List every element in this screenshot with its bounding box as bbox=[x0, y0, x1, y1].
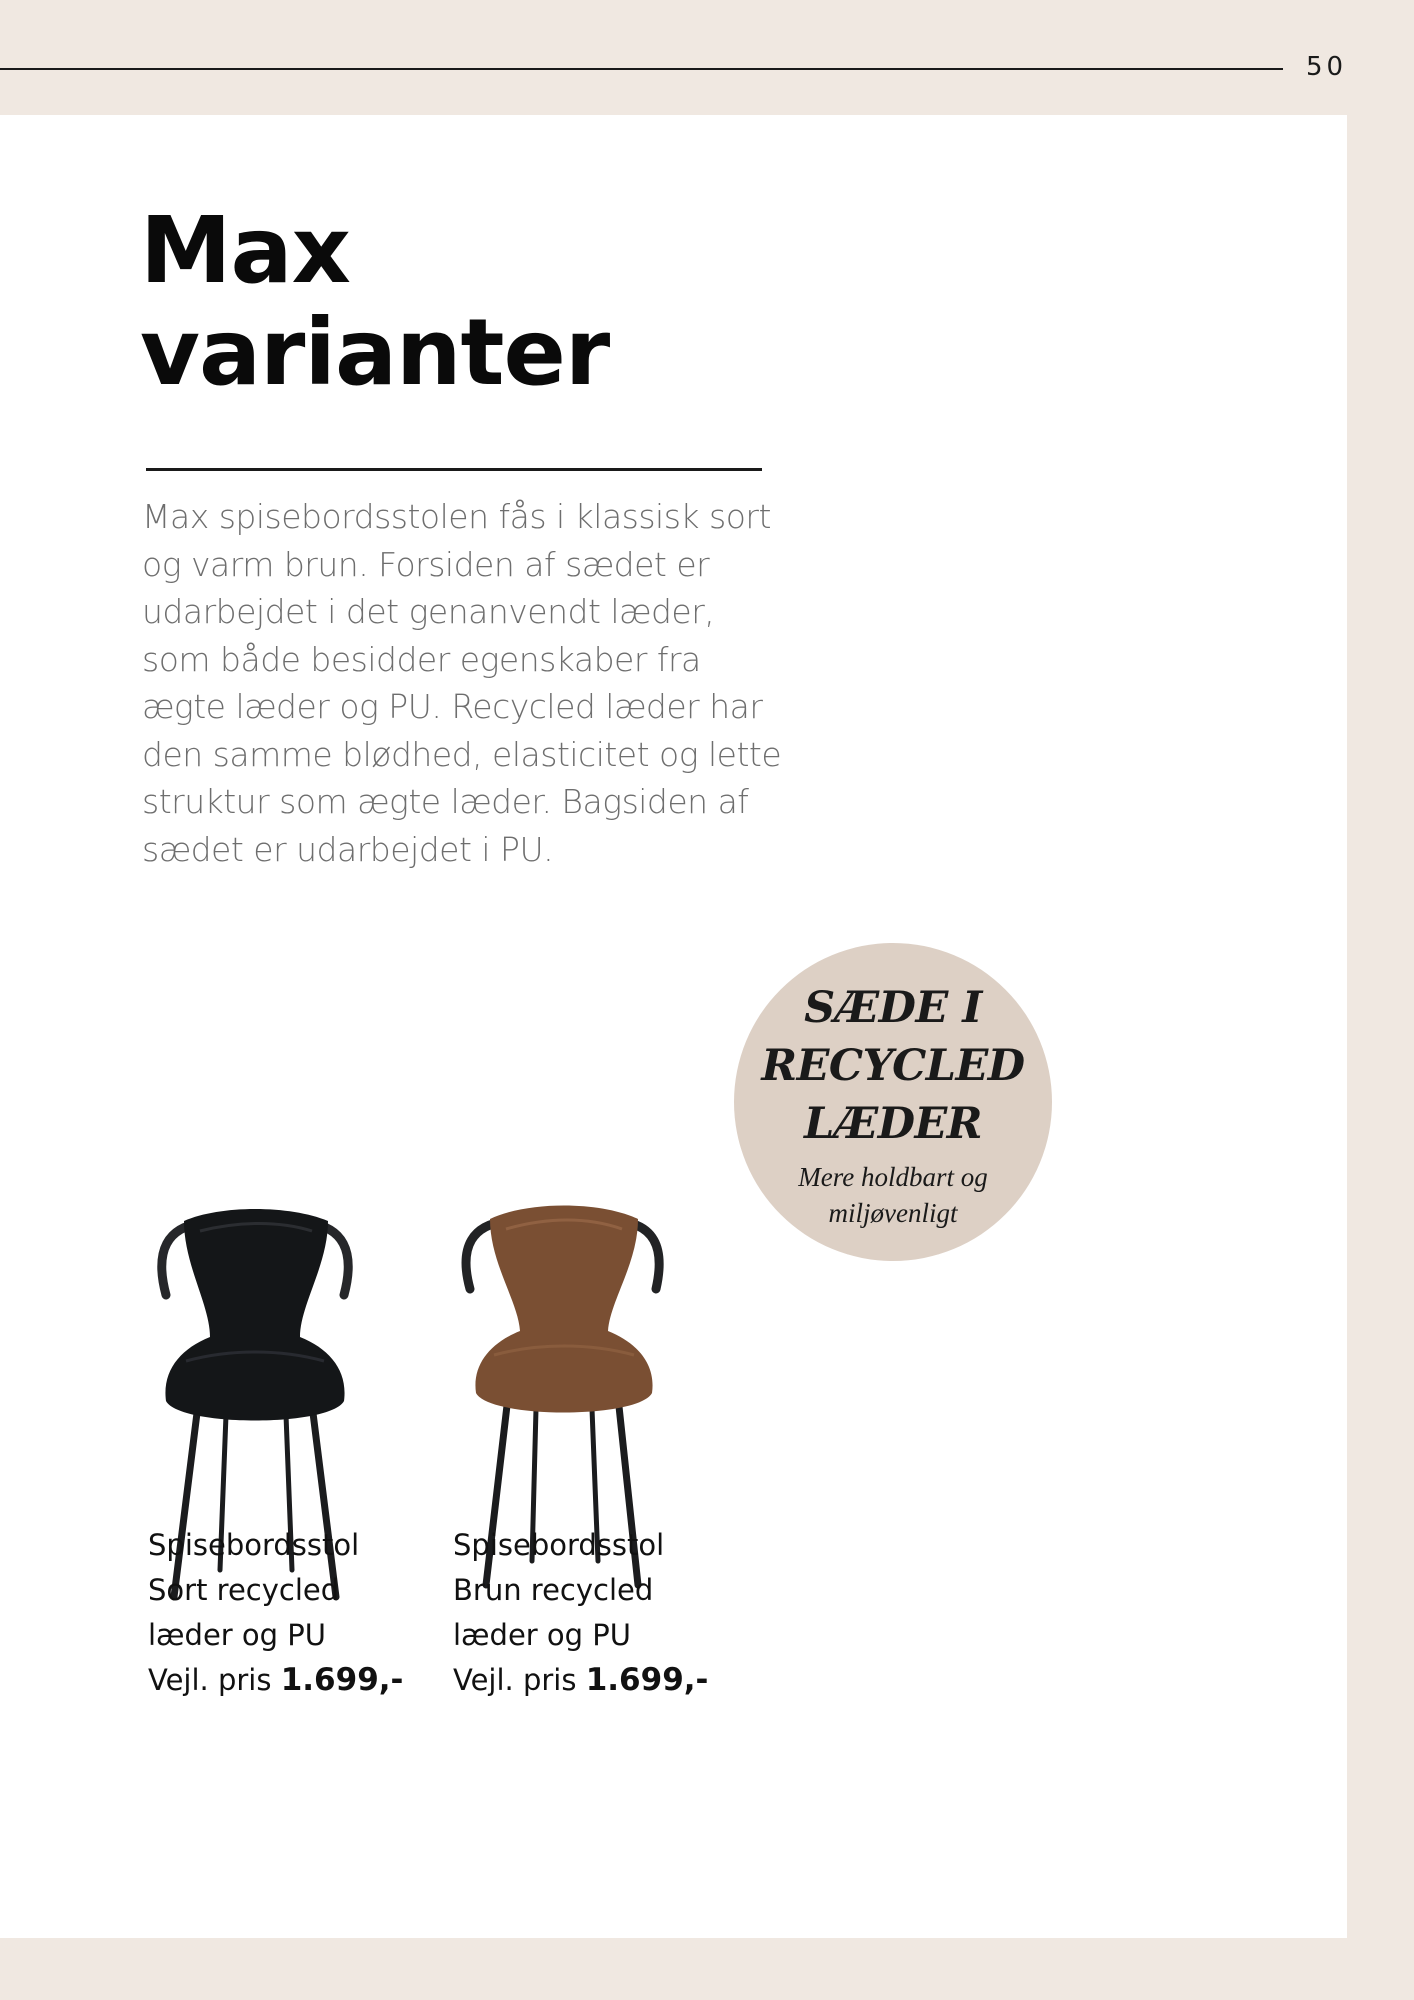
page-title-line-1: Max bbox=[140, 197, 350, 304]
product-price-line bbox=[453, 1658, 708, 1703]
product-variant: Sort recycled bbox=[148, 1573, 340, 1607]
badge-title bbox=[734, 943, 1052, 1153]
product-name: Spisebordsstol bbox=[148, 1528, 360, 1562]
price-value: 1.699,- bbox=[585, 1662, 709, 1698]
product-caption-black bbox=[148, 1523, 403, 1703]
product-caption-brown bbox=[453, 1523, 708, 1703]
product-description: Max spisebordsstolen fås i klassisk sort og varm brun. Forsiden af sædet er udarbejdet i det genanvendt læder, som både besidder egenskaber fra ægte læder og PU. Recycled læder har den samme blødhed, elasticitet og lette struktur som ægte læder. Bagsiden af sædet er udarbejdet i PU. bbox=[142, 497, 782, 869]
product-variant: læder og PU bbox=[148, 1618, 327, 1652]
badge-subtitle bbox=[734, 1159, 1052, 1231]
recycled-leather-badge bbox=[734, 943, 1052, 1261]
badge-title-line: RECYCLED bbox=[761, 1041, 1025, 1091]
price-label: Vejl. pris bbox=[148, 1663, 272, 1697]
product-name: Spisebordsstol bbox=[453, 1528, 665, 1562]
product-variant: læder og PU bbox=[453, 1618, 632, 1652]
badge-title-line: LÆDER bbox=[803, 1099, 982, 1149]
product-variant: Brun recycled bbox=[453, 1573, 654, 1607]
page-title bbox=[140, 197, 610, 406]
badge-subtitle-line: miljøvenligt bbox=[828, 1198, 958, 1228]
content-sheet bbox=[0, 115, 1347, 1938]
price-label: Vejl. pris bbox=[453, 1663, 577, 1697]
header-rule bbox=[0, 68, 1283, 70]
badge-title-line: SÆDE I bbox=[804, 983, 982, 1033]
product-price-line bbox=[148, 1658, 403, 1703]
title-divider bbox=[146, 468, 762, 471]
page-number: 50 bbox=[1306, 52, 1348, 82]
badge-subtitle-line: Mere holdbart og bbox=[798, 1162, 988, 1192]
chair-seat bbox=[475, 1206, 652, 1413]
chair-seat bbox=[165, 1209, 344, 1421]
price-value: 1.699,- bbox=[280, 1662, 404, 1698]
page-title-line-2: varianter bbox=[140, 299, 610, 406]
